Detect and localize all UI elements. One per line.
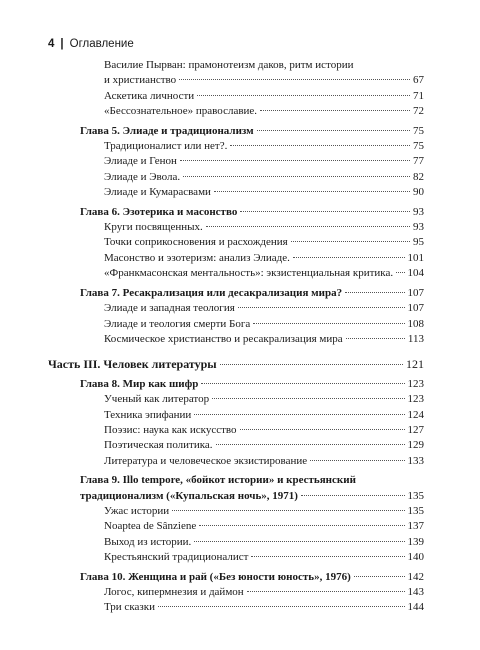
dot-leader	[257, 130, 410, 131]
toc-chapter-line: Глава 9. Illo tempore, «бойкот истории» и крестьянский	[80, 474, 356, 487]
toc-entry-page: 90	[413, 186, 424, 199]
dot-leader	[346, 338, 405, 339]
toc-part-page: 121	[406, 357, 424, 372]
toc-chapter	[48, 124, 424, 139]
dot-leader	[260, 110, 410, 111]
dot-leader	[206, 226, 410, 227]
dot-leader	[199, 525, 404, 526]
toc-chapter-title: традиционализм («Купальская ночь», 1971)	[80, 489, 298, 502]
toc-chapter-title: Глава 5. Элиаде и традиционализм	[80, 124, 254, 137]
dot-leader	[214, 191, 410, 192]
toc-chapter-title: Глава 6. Эзотерика и масонство	[80, 205, 238, 218]
dot-leader	[197, 95, 410, 96]
toc-entry	[48, 104, 424, 119]
dot-leader	[216, 444, 405, 445]
dot-leader	[396, 272, 404, 273]
toc-entry-title: Литература и человеческое экзистирование	[104, 454, 308, 467]
toc-entry-page: 144	[407, 601, 424, 614]
toc-entry-page: 107	[407, 302, 424, 315]
dot-leader	[212, 398, 404, 399]
toc-entry	[48, 600, 424, 615]
toc-entry-title: Логос, кипермнезия и даймон	[104, 586, 244, 598]
toc-entry	[48, 220, 424, 235]
dot-leader	[310, 460, 404, 461]
toc-entry	[48, 454, 424, 469]
dot-leader	[183, 176, 410, 177]
toc-chapter-title: Глава 8. Мир как шифр	[80, 377, 199, 390]
dot-leader	[240, 429, 405, 430]
toc-entry	[48, 251, 424, 266]
toc-entry	[48, 170, 424, 185]
toc-entry-page: 75	[413, 140, 424, 153]
toc-entry	[48, 89, 424, 104]
toc-entry-page: 143	[407, 586, 424, 598]
dot-leader	[194, 414, 404, 415]
toc-entry	[48, 550, 424, 565]
toc-entry-page: 93	[413, 221, 424, 234]
toc-chapter-title: Глава 7. Ресакрализация или десакрализация мира?	[80, 286, 343, 299]
toc-entry-title: и христианство	[104, 74, 177, 87]
dot-leader	[345, 292, 404, 293]
toc-entry-page: 139	[407, 535, 424, 548]
toc-chapter	[48, 205, 424, 220]
dot-leader	[172, 510, 404, 511]
dot-leader	[180, 160, 410, 161]
dot-leader	[194, 541, 404, 542]
toc-entry-title: Поэзис: наука как искусство	[104, 423, 237, 436]
dot-leader	[253, 323, 404, 324]
toc-entry-title: Крестьянский традиционалист	[104, 551, 249, 564]
page-number: 4	[48, 38, 55, 50]
toc-entry	[48, 423, 424, 438]
toc-entry-title: «Бессознательное» православие.	[104, 105, 258, 118]
toc-entry	[48, 438, 424, 453]
toc-chapter-page: 75	[413, 124, 424, 137]
toc-entry	[48, 154, 424, 169]
dot-leader	[251, 556, 404, 557]
toc-entry	[48, 73, 424, 88]
dot-leader	[230, 145, 410, 146]
dot-leader	[158, 606, 405, 607]
dot-leader	[238, 307, 405, 308]
toc-entry-page: 108	[407, 317, 424, 330]
dot-leader	[240, 211, 410, 212]
toc-entry	[48, 317, 424, 332]
toc-entry-page: 133	[407, 454, 424, 467]
toc-entry	[48, 408, 424, 423]
toc-entry-page: 77	[413, 155, 424, 168]
toc-entry-title: Элиаде и Генон	[104, 155, 177, 168]
toc-entry-title: Три сказки	[104, 601, 155, 614]
dot-leader	[354, 576, 405, 577]
toc-entry-page: 101	[407, 251, 424, 264]
toc-entry	[48, 332, 424, 347]
toc-entry	[48, 519, 424, 534]
toc-entry	[48, 185, 424, 200]
toc-chapter-page: 107	[407, 286, 424, 299]
header-separator: |	[60, 38, 64, 50]
toc-entry-page: 127	[407, 423, 424, 436]
toc-chapter-page: 135	[407, 489, 424, 502]
toc-entry-page: 135	[407, 504, 424, 517]
toc-entry-title: Ужас истории	[104, 504, 170, 517]
toc-entry	[48, 585, 424, 600]
toc-entry	[48, 392, 424, 407]
dot-leader	[179, 79, 410, 80]
toc-entry-title: Элиаде и западная теология	[104, 302, 235, 315]
toc-entry	[48, 301, 424, 316]
toc-entry-title: Noaptea de Sânziene	[104, 520, 197, 533]
dot-leader	[301, 495, 405, 496]
toc-chapter-page: 142	[407, 570, 424, 583]
header-title: Оглавление	[69, 38, 134, 50]
toc-entry	[48, 235, 424, 250]
toc-chapter	[48, 377, 424, 392]
toc-part	[48, 357, 424, 372]
toc-entry-page: 140	[407, 551, 424, 564]
toc-chapter-page: 93	[413, 205, 424, 218]
toc-entry-title: Элиаде и Кумарасвами	[104, 186, 211, 199]
toc-entry-line: Василие Пырван: прамонотеизм даков, ритм истории	[104, 59, 354, 71]
dot-leader	[247, 591, 405, 592]
toc-chapter-title: Глава 10. Женщина и рай («Без юности юность», 1976)	[80, 570, 351, 583]
toc-entry	[48, 139, 424, 154]
toc-chapter	[48, 489, 424, 504]
toc-entry-title: Техника эпифании	[104, 408, 192, 421]
table-of-contents	[48, 58, 424, 616]
toc-entry-page: 124	[407, 408, 424, 421]
toc-entry	[48, 504, 424, 519]
toc-entry-page: 123	[407, 393, 424, 406]
toc-entry-title: «Франкмасонская ментальность»: экзистенциальная критика.	[104, 267, 394, 280]
toc-entry-title: Ученый как литератор	[104, 393, 210, 406]
toc-entry-title: Выход из истории.	[104, 535, 192, 548]
toc-entry	[48, 266, 424, 281]
toc-entry-page: 67	[413, 74, 424, 87]
toc-chapter	[48, 286, 424, 301]
toc-part-title: Часть III. Человек литературы	[48, 357, 217, 372]
toc-entry-title: Элиаде и Эвола.	[104, 170, 181, 183]
toc-entry-title: Точки соприкосновения и расхождения	[104, 236, 288, 249]
toc-entry-page: 72	[413, 105, 424, 118]
running-header	[48, 38, 134, 50]
toc-entry-title: Круги посвященных.	[104, 221, 203, 234]
toc-entry-page: 71	[413, 89, 424, 102]
toc-entry	[48, 535, 424, 550]
dot-leader	[220, 364, 403, 365]
toc-entry-page: 104	[407, 267, 424, 280]
dot-leader	[201, 383, 404, 384]
toc-entry-page: 82	[413, 170, 424, 183]
toc-entry-title: Космическое христианство и ресакрализация мира	[104, 332, 343, 345]
toc-entry-page: 95	[413, 236, 424, 249]
toc-entry-title: Элиаде и теология смерти Бога	[104, 317, 251, 330]
toc-entry-page: 137	[407, 520, 424, 533]
toc-entry-title: Поэтическая политика.	[104, 439, 213, 452]
toc-entry-title: Масонство и эзотеризм: анализ Элиаде.	[104, 251, 290, 264]
dot-leader	[293, 257, 405, 258]
dot-leader	[291, 241, 410, 242]
toc-entry-page: 129	[407, 439, 424, 452]
toc-entry-page: 113	[407, 332, 424, 345]
toc-entry-title: Традиционалист или нет?.	[104, 140, 228, 153]
toc-chapter-page: 123	[407, 377, 424, 390]
toc-chapter	[48, 570, 424, 585]
toc-entry-title: Аскетика личности	[104, 89, 195, 102]
